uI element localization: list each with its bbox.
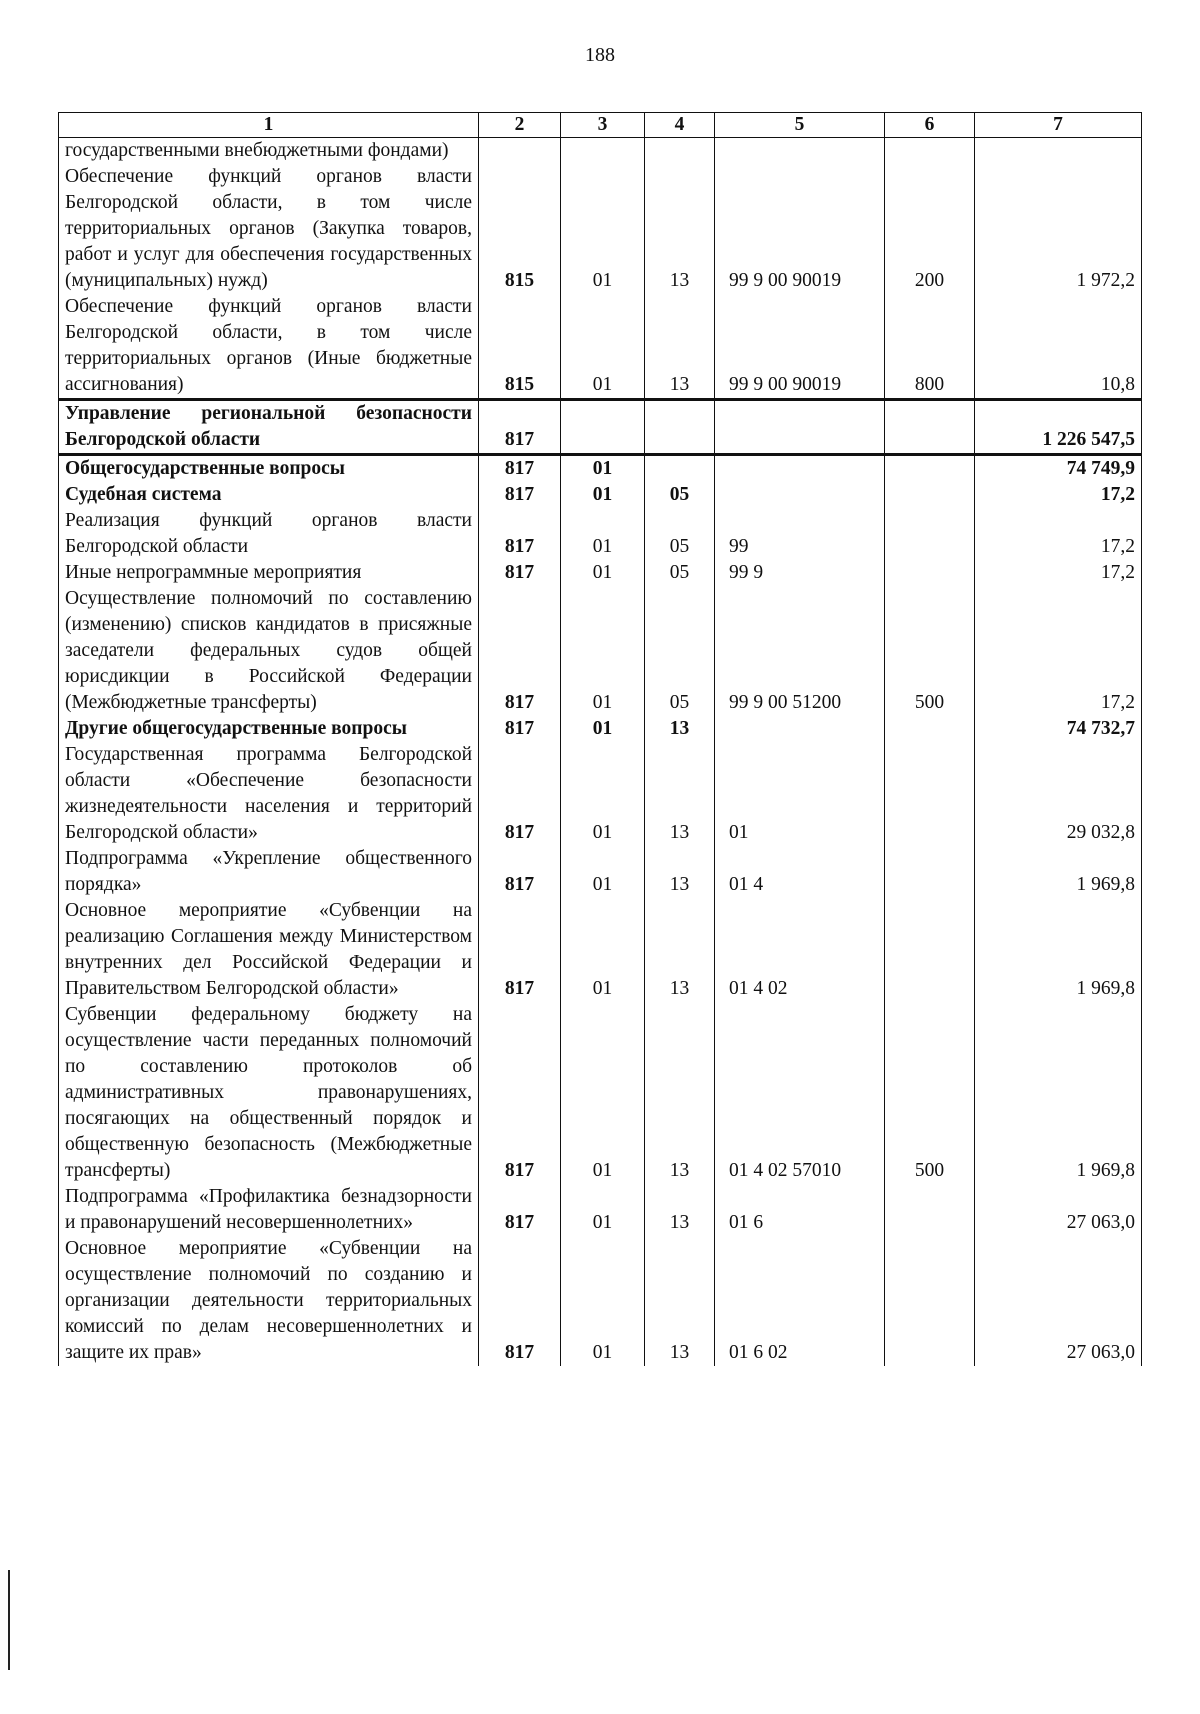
- subsection-code: 13: [645, 1002, 715, 1184]
- item-name: Судебная система: [59, 482, 479, 508]
- amount: 1 969,8: [975, 898, 1142, 1002]
- target-article-code: 01 4 02 57010: [715, 1002, 885, 1184]
- target-article-code: 99: [715, 508, 885, 560]
- item-name: Осуществление полномочий по составлению (изменению) списков кандидатов в присяжные заседатели федеральных судов общей юрисдикции в Российской Федерации (Межбюджетные трансферты): [59, 586, 479, 716]
- section-code: 01: [561, 560, 645, 586]
- ministry-code: 817: [479, 898, 561, 1002]
- amount: 17,2: [975, 482, 1142, 508]
- ministry-code: 815: [479, 164, 561, 294]
- column-header: 5: [715, 113, 885, 138]
- section-code: 01: [561, 1002, 645, 1184]
- section-code: 01: [561, 1184, 645, 1236]
- target-article-code: [715, 455, 885, 483]
- target-article-code: 99 9 00 51200: [715, 586, 885, 716]
- table-row: [59, 400, 1142, 455]
- expense-type-code: [885, 400, 975, 455]
- item-name: Подпрограмма «Профилактика безнадзорности и правонарушений несовершеннолетних»: [59, 1184, 479, 1236]
- table-row: [59, 1236, 1142, 1366]
- subsection-code: 05: [645, 560, 715, 586]
- amount: 10,8: [975, 294, 1142, 400]
- amount: 17,2: [975, 560, 1142, 586]
- subsection-code: 13: [645, 742, 715, 846]
- section-code: 01: [561, 508, 645, 560]
- item-name: Другие общегосударственные вопросы: [59, 716, 479, 742]
- section-code: 01: [561, 742, 645, 846]
- subsection-code: 13: [645, 846, 715, 898]
- table-row: [59, 164, 1142, 294]
- table-row: [59, 586, 1142, 716]
- expense-type-code: [885, 846, 975, 898]
- section-code: 01: [561, 716, 645, 742]
- item-name: Иные непрограммные мероприятия: [59, 560, 479, 586]
- subsection-code: 13: [645, 716, 715, 742]
- subsection-code: 13: [645, 164, 715, 294]
- amount: 17,2: [975, 508, 1142, 560]
- target-article-code: [715, 482, 885, 508]
- table-row: [59, 716, 1142, 742]
- scan-margin-line: [8, 1570, 10, 1670]
- expense-type-code: 800: [885, 294, 975, 400]
- subsection-code: [645, 455, 715, 483]
- ministry-code: 817: [479, 455, 561, 483]
- amount: 29 032,8: [975, 742, 1142, 846]
- subsection-code: 13: [645, 898, 715, 1002]
- table-row: [59, 742, 1142, 846]
- section-code: 01: [561, 898, 645, 1002]
- amount: 27 063,0: [975, 1184, 1142, 1236]
- column-header: 3: [561, 113, 645, 138]
- table-row: [59, 294, 1142, 400]
- target-article-code: 99 9 00 90019: [715, 164, 885, 294]
- target-article-code: 01 4 02: [715, 898, 885, 1002]
- expense-type-code: [885, 508, 975, 560]
- item-name: Общегосударственные вопросы: [59, 455, 479, 483]
- ministry-code: 817: [479, 400, 561, 455]
- expense-type-code: [885, 1184, 975, 1236]
- amount: 1 969,8: [975, 846, 1142, 898]
- expense-type-code: [885, 455, 975, 483]
- table-header-row: [59, 113, 1142, 138]
- target-article-code: 01 6: [715, 1184, 885, 1236]
- expense-type-code: [885, 716, 975, 742]
- ministry-code: 817: [479, 742, 561, 846]
- table-row: [59, 846, 1142, 898]
- expense-type-code: [885, 898, 975, 1002]
- table-row: [59, 1002, 1142, 1184]
- subsection-code: [645, 138, 715, 165]
- table-row: [59, 560, 1142, 586]
- target-article-code: 01: [715, 742, 885, 846]
- amount: 1 969,8: [975, 1002, 1142, 1184]
- ministry-code: 817: [479, 1184, 561, 1236]
- item-name: Государственная программа Белгородской области «Обеспечение безопасности жизнедеятельности населения и территорий Белгородской области»: [59, 742, 479, 846]
- item-name: Обеспечение функций органов власти Белгородской области, в том числе территориальных органов (Закупка товаров, работ и услуг для обеспечения государственных (муниципальных) нужд): [59, 164, 479, 294]
- target-article-code: 01 6 02: [715, 1236, 885, 1366]
- ministry-code: 817: [479, 508, 561, 560]
- page-number: 188: [585, 44, 615, 66]
- table-row: [59, 138, 1142, 165]
- amount: 27 063,0: [975, 1236, 1142, 1366]
- column-header: 4: [645, 113, 715, 138]
- amount: 1 226 547,5: [975, 400, 1142, 455]
- target-article-code: [715, 716, 885, 742]
- target-article-code: 01 4: [715, 846, 885, 898]
- item-name: Основное мероприятие «Субвенции на реализацию Соглашения между Министерством внутренних дел Российской Федерации и Правительством Белгородской области»: [59, 898, 479, 1002]
- target-article-code: [715, 138, 885, 165]
- table-row: [59, 508, 1142, 560]
- budget-table: [58, 112, 1142, 1366]
- section-code: 01: [561, 294, 645, 400]
- item-name: Реализация функций органов власти Белгородской области: [59, 508, 479, 560]
- ministry-code: 817: [479, 586, 561, 716]
- column-header: 1: [59, 113, 479, 138]
- item-name: Управление региональной безопасности Белгородской области: [59, 400, 479, 455]
- ministry-code: 817: [479, 482, 561, 508]
- table-row: [59, 482, 1142, 508]
- item-name: Обеспечение функций органов власти Белгородской области, в том числе территориальных органов (Иные бюджетные ассигнования): [59, 294, 479, 400]
- subsection-code: 05: [645, 586, 715, 716]
- ministry-code: 817: [479, 560, 561, 586]
- ministry-code: 817: [479, 1236, 561, 1366]
- section-code: 01: [561, 846, 645, 898]
- subsection-code: [645, 400, 715, 455]
- amount: 74 732,7: [975, 716, 1142, 742]
- item-name: Субвенции федеральному бюджету на осуществление части переданных полномочий по составлению протоколов об административных правонарушениях, посягающих на общественный порядок и общественную безопасность (Межбюджетные трансферты): [59, 1002, 479, 1184]
- expense-type-code: 500: [885, 586, 975, 716]
- expense-type-code: [885, 482, 975, 508]
- table-row: [59, 455, 1142, 483]
- subsection-code: 05: [645, 482, 715, 508]
- expense-type-code: [885, 138, 975, 165]
- ministry-code: 817: [479, 846, 561, 898]
- section-code: [561, 138, 645, 165]
- item-name: Подпрограмма «Укрепление общественного порядка»: [59, 846, 479, 898]
- subsection-code: 05: [645, 508, 715, 560]
- section-code: [561, 400, 645, 455]
- section-code: 01: [561, 586, 645, 716]
- ministry-code: 815: [479, 294, 561, 400]
- target-article-code: 99 9 00 90019: [715, 294, 885, 400]
- table-row: [59, 1184, 1142, 1236]
- expense-type-code: [885, 1236, 975, 1366]
- ministry-code: 817: [479, 1002, 561, 1184]
- column-header: 2: [479, 113, 561, 138]
- amount: [975, 138, 1142, 165]
- expense-type-code: [885, 742, 975, 846]
- section-code: 01: [561, 164, 645, 294]
- ministry-code: 817: [479, 716, 561, 742]
- expense-type-code: 500: [885, 1002, 975, 1184]
- subsection-code: 13: [645, 1236, 715, 1366]
- target-article-code: [715, 400, 885, 455]
- table-row: [59, 898, 1142, 1002]
- column-header: 6: [885, 113, 975, 138]
- amount: 17,2: [975, 586, 1142, 716]
- amount: 74 749,9: [975, 455, 1142, 483]
- expense-type-code: 200: [885, 164, 975, 294]
- subsection-code: 13: [645, 1184, 715, 1236]
- item-name: государственными внебюджетными фондами): [59, 138, 479, 165]
- column-header: 7: [975, 113, 1142, 138]
- section-code: 01: [561, 1236, 645, 1366]
- section-code: 01: [561, 455, 645, 483]
- target-article-code: 99 9: [715, 560, 885, 586]
- expense-type-code: [885, 560, 975, 586]
- subsection-code: 13: [645, 294, 715, 400]
- section-code: 01: [561, 482, 645, 508]
- amount: 1 972,2: [975, 164, 1142, 294]
- ministry-code: [479, 138, 561, 165]
- item-name: Основное мероприятие «Субвенции на осуществление полномочий по созданию и организации деятельности территориальных комиссий по делам несовершеннолетних и защите их прав»: [59, 1236, 479, 1366]
